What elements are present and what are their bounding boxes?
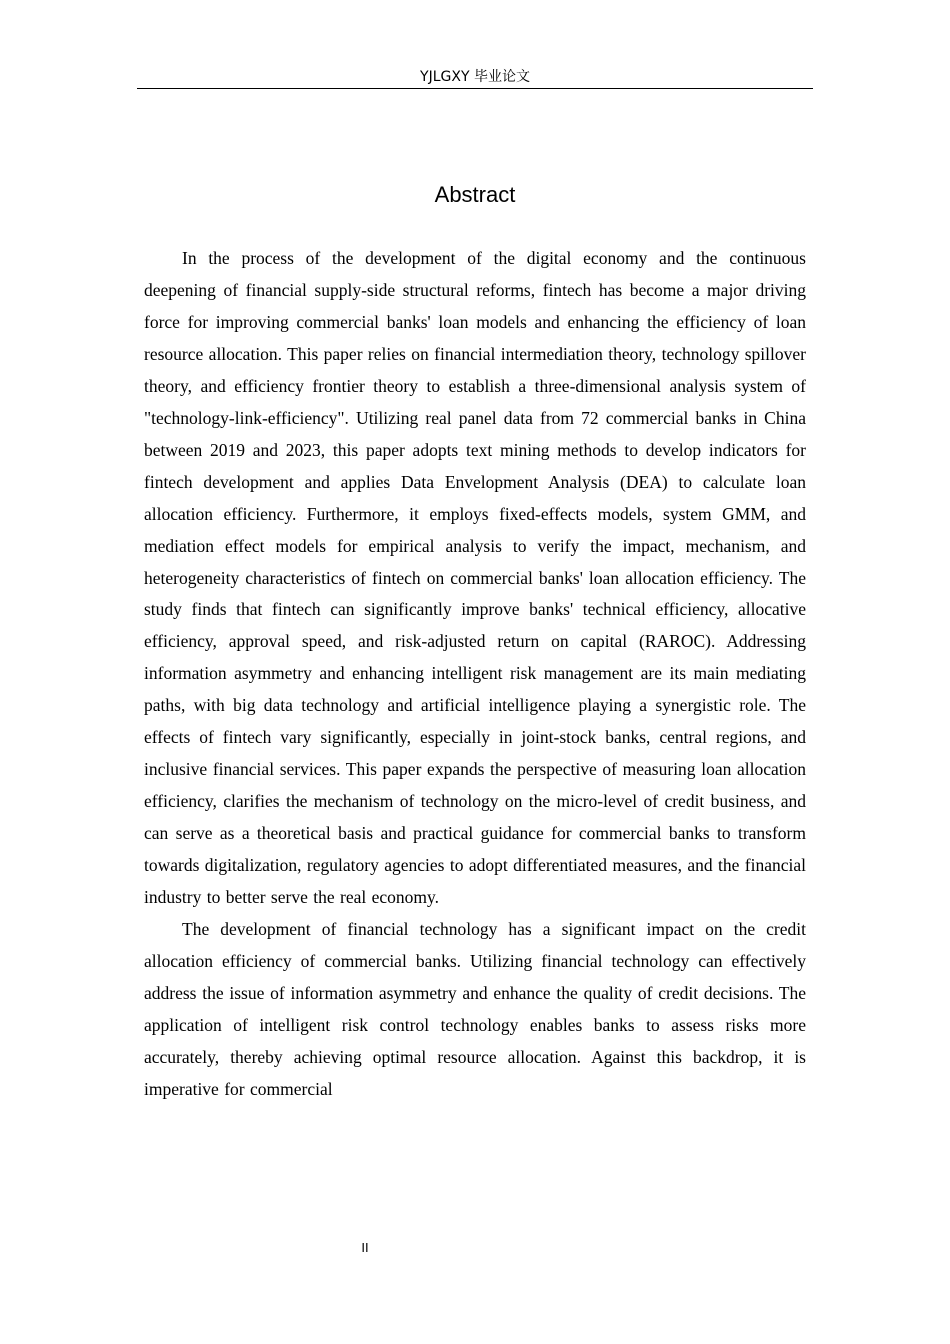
page-title: Abstract (434, 182, 516, 207)
abstract-body (144, 243, 806, 1106)
running-header: YJLGXY 毕业论文 (420, 69, 530, 85)
header-rule (137, 88, 813, 89)
page-number: II (361, 1240, 369, 1255)
abstract-paragraph-2: The development of financial technology has a significant impact on the credit allocation efficiency of commercial banks. Utilizing financial technology can effectively address the issue of information asymmetry and enhance the quality of credit decisions. The application of intelligent risk control technology enables banks to assess risks more accurately, thereby achieving optimal resource allocation. Against this backdrop, it is imperative for commercial (144, 919, 806, 1099)
abstract-paragraph-1: In the process of the development of the digital economy and the continuous deepening of financial supply-side structural reforms, fintech has become a major driving force for improving commercial banks' loan models and enhancing the efficiency of loan resource allocation. This paper relies on financial intermediation theory, technology spillover theory, and efficiency frontier theory to establish a three-dimensional analysis system of "technology-link-efficiency". Utilizing real panel data from 72 commercial banks in China between 2019 and 2023, this paper adopts text mining methods to develop indicators for fintech development and applies Data Envelopment Analysis (DEA) to calculate loan allocation efficiency. Furthermore, it employs fixed-effects models, system GMM, and mediation effect models for empirical analysis to verify the impact, mechanism, and heterogeneity characteristics of fintech on commercial banks' loan allocation efficiency. The study finds that fintech can significantly improve banks' technical efficiency, allocative efficiency, approval speed, and risk-adjusted return on capital (RAROC). Addressing information asymmetry and enhancing intelligent risk management are its main mediating paths, with big data technology and artificial intelligence playing a synergistic role. The effects of fintech vary significantly, especially in joint-stock banks, central regions, and inclusive financial services. This paper expands the perspective of measuring loan allocation efficiency, clarifies the mechanism of technology on the micro-level of credit business, and can serve as a theoretical basis and practical guidance for commercial banks to transform towards digitalization, regulatory agencies to adopt differentiated measures, and the financial industry to better serve the real economy. (144, 248, 806, 908)
